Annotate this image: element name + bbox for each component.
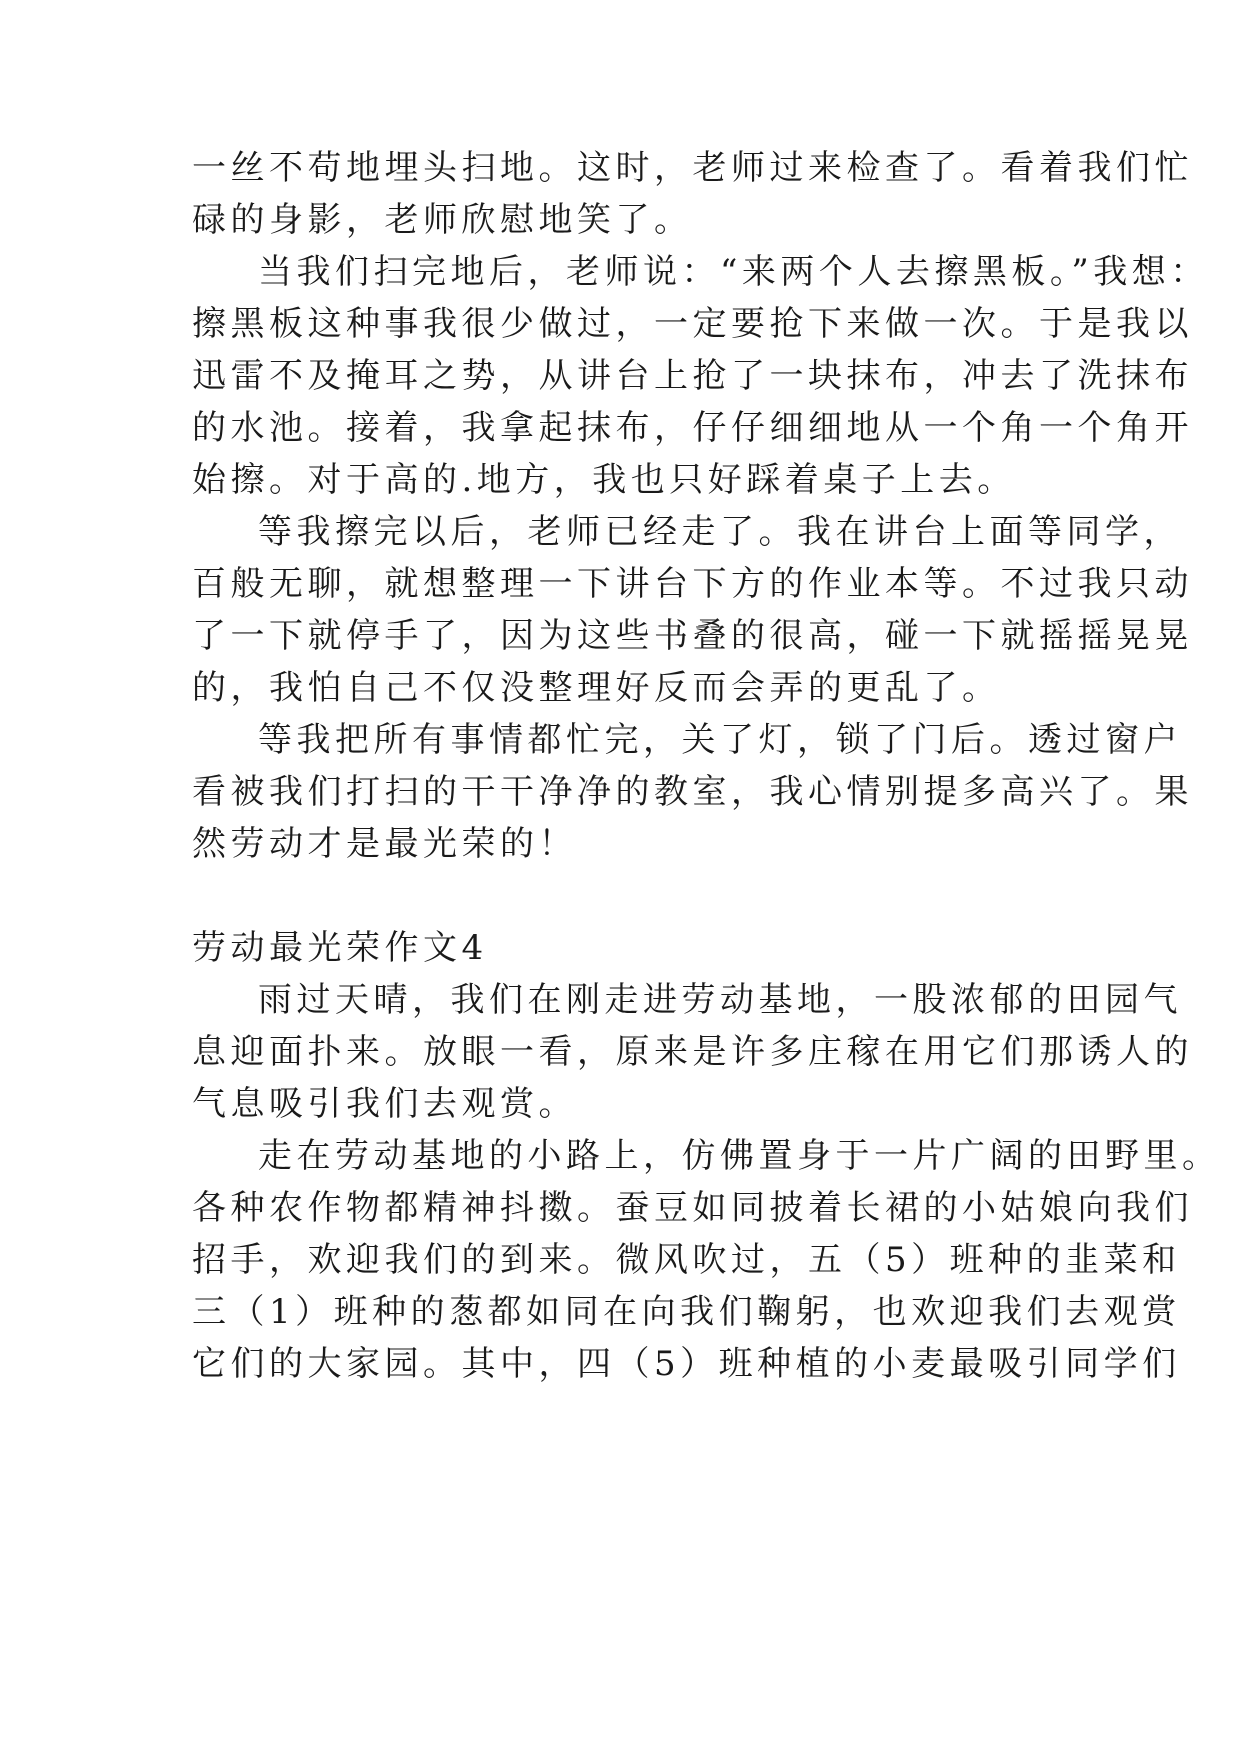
paragraph-line: 雨过天晴，我们在刚走进劳动基地，一股浓郁的田园气 [258, 980, 1182, 1020]
paragraph-line: 等我把所有事情都忙完，关了灯，锁了门后。透过窗户 [258, 720, 1182, 760]
paragraph-line: 始擦。对于高的.地方，我也只好踩着桌子上去。 [192, 460, 1016, 500]
paragraph-line: 了一下就停手了，因为这些书叠的很高，碰一下就摇摇晃晃 [192, 616, 1193, 656]
paragraph-line: 当我们扫完地后，老师说：“来两个人去擦黑板。”我想： [258, 252, 1209, 292]
section-title: 劳动最光荣作文4 [192, 928, 488, 968]
paragraph-line: 百般无聊，就想整理一下讲台下方的作业本等。不过我只动 [192, 564, 1193, 604]
paragraph-line: 三（1）班种的葱都如同在向我们鞠躬，也欢迎我们去观赏 [192, 1292, 1181, 1332]
paragraph-line: 等我擦完以后，老师已经走了。我在讲台上面等同学， [258, 512, 1182, 552]
paragraph-line: 各种农作物都精神抖擞。蚕豆如同披着长裙的小姑娘向我们 [192, 1188, 1193, 1228]
paragraph-line: 碌的身影，老师欣慰地笑了。 [192, 200, 693, 240]
paragraph-line: 气息吸引我们去观赏。 [192, 1084, 577, 1124]
paragraph-line: 的水池。接着，我拿起抹布，仔仔细细地从一个角一个角开 [192, 408, 1193, 448]
paragraph-line: 的，我怕自己不仅没整理好反而会弄的更乱了。 [192, 668, 1001, 708]
paragraph-line: 看被我们打扫的干干净净的教室，我心情别提多高兴了。果 [192, 772, 1193, 812]
paragraph-line: 擦黑板这种事我很少做过，一定要抢下来做一次。于是我以 [192, 304, 1193, 344]
paragraph-line: 一丝不苟地埋头扫地。这时，老师过来检查了。看着我们忙 [192, 148, 1193, 188]
paragraph-line: 招手，欢迎我们的到来。微风吹过，五（5）班种的韭菜和 [192, 1240, 1181, 1280]
paragraph-line: 息迎面扑来。放眼一看，原来是许多庄稼在用它们那诱人的 [192, 1032, 1193, 1072]
paragraph-line: 它们的大家园。其中，四（5）班种植的小麦最吸引同学们 [192, 1344, 1181, 1384]
paragraph-line: 然劳动才是最光荣的！ [192, 824, 577, 864]
paragraph-line: 迅雷不及掩耳之势，从讲台上抢了一块抹布，冲去了洗抹布 [192, 356, 1193, 396]
paragraph-line: 走在劳动基地的小路上，仿佛置身于一片广阔的田野里。 [258, 1136, 1221, 1176]
